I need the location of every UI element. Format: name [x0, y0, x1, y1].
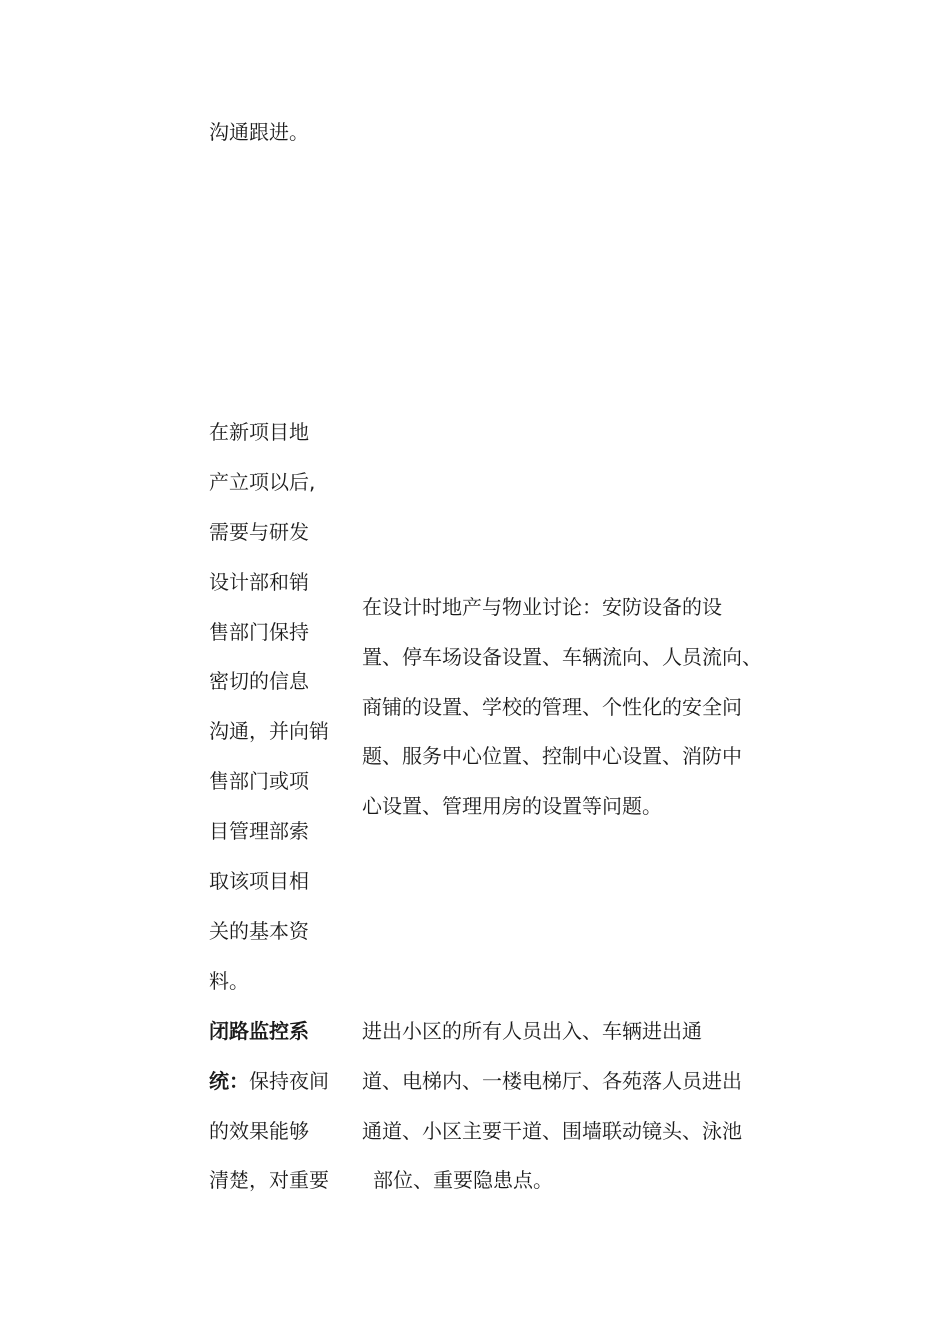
row2-left-title-end: 统： — [209, 1069, 249, 1093]
row2-right-line: 进出小区的所有人员出入、车辆进出通 — [362, 1019, 702, 1043]
row2-right-line: 通道、小区主要干道、围墙联动镜头、泳池 — [362, 1119, 742, 1143]
row1-left-line: 需要与研发 — [209, 520, 309, 544]
row2-left-title: 闭路监控系 — [209, 1019, 309, 1043]
row1-left-line: 售部门保持 — [209, 620, 309, 644]
row1-left-line: 取该项目相 — [209, 869, 309, 893]
row1-left-line: 设计部和销 — [209, 570, 309, 594]
row1-left-line: 料。 — [209, 969, 249, 993]
row2-left-line — [209, 1066, 329, 1096]
row1-left-line: 产立项以后, — [209, 470, 316, 494]
row1-left-line: 售部门或项 — [209, 769, 309, 793]
row2-right-line: 道、电梯内、一楼电梯厅、各苑落人员进出 — [362, 1069, 742, 1093]
row1-left-line: 目管理部索 — [209, 819, 309, 843]
row1-left-line: 沟通，并向销 — [209, 719, 329, 743]
row1-left-line: 在新项目地 — [209, 420, 309, 444]
row1-right-line: 心设置、管理用房的设置等问题。 — [362, 794, 662, 818]
row2-left-line: 的效果能够 — [209, 1119, 309, 1143]
row2-right-line: 部位、重要隐患点。 — [373, 1168, 553, 1192]
row1-right-line: 商铺的设置、学校的管理、个性化的安全问 — [362, 695, 742, 719]
row2-left-line: 清楚，对重要 — [209, 1168, 329, 1192]
row1-right-line: 在设计时地产与物业讨论：安防设备的设 — [362, 595, 722, 619]
row2-left-text: 保持夜间 — [249, 1069, 329, 1093]
row1-left-line: 密切的信息 — [209, 669, 309, 693]
row1-right-line: 题、服务中心位置、控制中心设置、消防中 — [362, 744, 742, 768]
row1-left-line: 关的基本资 — [209, 919, 309, 943]
top-text-line: 沟通跟进。 — [209, 120, 309, 144]
row1-right-line: 置、停车场设备设置、车辆流向、人员流向、 — [362, 645, 762, 669]
